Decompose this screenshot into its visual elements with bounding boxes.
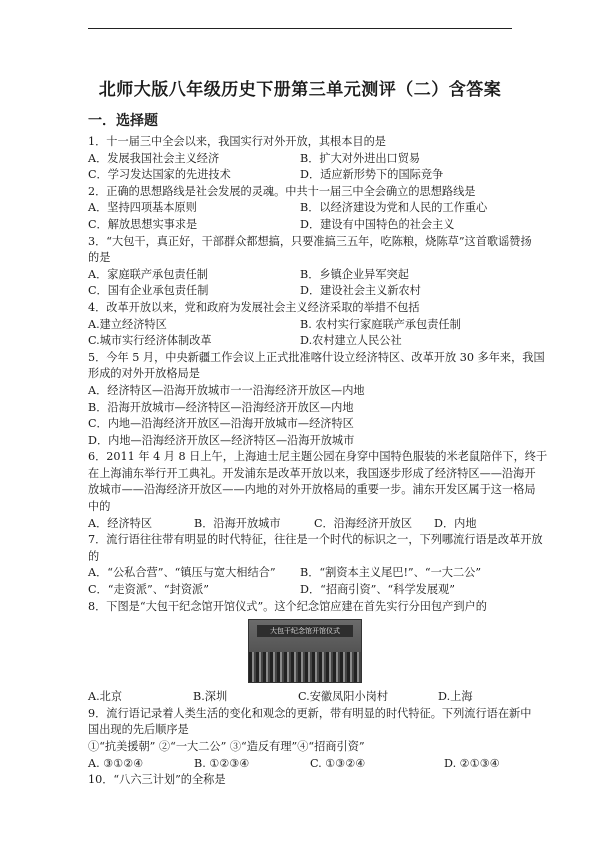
q4-options-row1 xyxy=(88,317,524,334)
q8-option-d: D.上海 xyxy=(438,690,473,704)
q1-options-row2 xyxy=(88,167,524,184)
q3-option-a: A．家庭联产承包责任制 xyxy=(88,267,208,281)
q6-option-c: C．沿海经济开放区 xyxy=(314,516,413,530)
q3-stem-line1: 3．“大包干，真正好，干部群众都想搞，只要准搞三五年，吃陈粮，烧陈草”这首歌谣赞扬 xyxy=(88,234,532,248)
q9-option-d: D. ②①③④ xyxy=(444,756,500,770)
q9-option-a: A. ③①②④ xyxy=(88,756,144,770)
q4-option-c: C.城市实行经济体制改革 xyxy=(88,334,212,348)
q3-option-d: D．建设社会主义新农村 xyxy=(300,284,421,298)
q4-option-b: B. 农村实行家庭联产承包责任制 xyxy=(300,317,461,331)
photo-banner: 大包干纪念馆开馆仪式 xyxy=(257,625,353,637)
ceremony-photo xyxy=(248,619,362,683)
q9-option-c: C. ①③②④ xyxy=(310,756,366,770)
q7-stem-line1: 7．流行语往往带有明显的时代特征，往往是一个时代的标识之一，下列哪流行语是改革开放 xyxy=(88,533,543,547)
q7-options-row1 xyxy=(88,565,524,582)
q3-options-row2 xyxy=(88,283,524,300)
q6-option-b: B．沿海开放城市 xyxy=(194,516,281,530)
q9-stem-line2: 国出现的先后顺序是 xyxy=(88,723,189,737)
q7-option-d: D．“招商引资”、“科学发展观” xyxy=(300,583,455,597)
q1-options-row1 xyxy=(88,151,524,168)
q7-option-b: B．“割资本主义尾巴!”、“一大二公” xyxy=(300,566,482,580)
q4-option-a: A.建立经济特区 xyxy=(88,317,167,331)
q9-items: ①“抗美援朝” ②“一大二公” ③“造反有理”④“招商引资” xyxy=(88,740,365,753)
q2-options-row2 xyxy=(88,217,524,234)
section-heading: 一．选择题 xyxy=(88,113,158,129)
q2-option-c: C．解放思想实事求是 xyxy=(88,217,198,231)
q6-options-row xyxy=(88,516,524,533)
q5-option-d: D．内地—沿海经济开放区—经济特区—沿海开放城市 xyxy=(88,433,355,447)
q3-option-b: B．乡镇企业异军突起 xyxy=(300,267,409,281)
q8-option-a: A.北京 xyxy=(88,690,123,704)
q3-stem-line2: 的是 xyxy=(88,251,111,265)
q1-option-c: C．学习发达国家的先进技术 xyxy=(88,168,231,182)
q6-stem-line4: 中的 xyxy=(88,500,111,514)
top-rule xyxy=(88,28,512,29)
q4-stem: 4．改革开放以来，党和政府为发展社会主义经济采取的举措不包括 xyxy=(88,300,420,314)
q1-option-d: D．适应新形势下的国际竞争 xyxy=(300,168,444,182)
q5-stem-line1: 5．今年 5 月，中央新疆工作会议上正式批准喀什设立经济特区、改革开放 30 多年来，我国 xyxy=(88,350,545,364)
q2-stem: 2．正确的思想路线是社会发展的灵魂。中共十一届三中全会确立的思想路线是 xyxy=(88,184,476,198)
q9-stem-line1: 9．流行语记录着人类生活的变化和观念的更新，带有明显的时代特征。下列流行语在新中 xyxy=(88,706,532,720)
q1-stem: 1．十一届三中全会以来，我国实行对外开放，其根本目的是 xyxy=(88,135,386,148)
q10-stem: 10．“八六三计划”的全称是 xyxy=(88,773,226,787)
q7-stem-line2: 的 xyxy=(88,549,100,563)
q2-option-b: B．以经济建设为党和人民的工作重心 xyxy=(300,201,488,215)
q8-option-b: B.深圳 xyxy=(193,690,228,704)
q7-options-row2 xyxy=(88,582,524,599)
photo-crowd xyxy=(249,652,361,682)
q8-option-c: C.安徽凤阳小岗村 xyxy=(298,690,389,704)
q6-stem-line1: 6．2011 年 4 月 8 日上午，上海迪士尼主题公园在身穿中国特色服装的米老鼠陪伴下，终于 xyxy=(88,450,548,464)
q4-option-d: D.农村建立人民公社 xyxy=(300,334,402,348)
q2-option-a: A．坚持四项基本原则 xyxy=(88,201,197,215)
q2-option-d: D．建设有中国特色的社会主义 xyxy=(300,217,455,231)
q8-stem: 8．下图是“大包干纪念馆开馆仪式”。这个纪念馆应建在首先实行分田包产到户的 xyxy=(88,599,487,613)
q3-options-row1 xyxy=(88,267,524,284)
q2-options-row1 xyxy=(88,200,524,217)
q1-option-b: B．扩大对外进出口贸易 xyxy=(300,151,421,165)
question-list xyxy=(88,134,548,789)
q6-stem-line2: 在上海浦东举行开工典礼。开发浦东是改革开放以来，我国逐步形成了经济特区——沿海开 xyxy=(88,466,536,480)
q6-stem-line3: 放城市——沿海经济开放区——内地的对外开放格局的重要一步。浦东开发区属于这一格局 xyxy=(88,483,536,497)
page-title: 北师大版八年级历史下册第三单元测评（二）含答案 xyxy=(98,80,502,100)
q5-option-a: A．经济特区—沿海开放城市一一沿海经济开放区—内地 xyxy=(88,383,365,397)
q3-option-c: C．国有企业承包责任制 xyxy=(88,284,209,298)
q4-options-row2 xyxy=(88,333,524,350)
q9-option-b: B. ①②③④ xyxy=(194,756,250,770)
q5-stem-line2: 形成的对外开放格局是 xyxy=(88,367,200,381)
q9-options-row xyxy=(88,756,524,773)
q6-option-d: D．内地 xyxy=(434,516,477,530)
q5-option-b: B．沿海开放城市—经济特区—沿海经济开放区—内地 xyxy=(88,400,354,414)
q8-options-row xyxy=(88,689,524,706)
q7-option-c: C．“走资派”、“封资派” xyxy=(88,583,209,597)
q7-option-a: A．“公私合营”、“镇压与宽大相结合” xyxy=(88,566,276,580)
q6-option-a: A．经济特区 xyxy=(88,516,153,530)
q1-option-a: A．发展我国社会主义经济 xyxy=(88,151,220,165)
q5-option-c: C．内地—沿海经济开放区—沿海开放城市—经济特区 xyxy=(88,417,354,431)
